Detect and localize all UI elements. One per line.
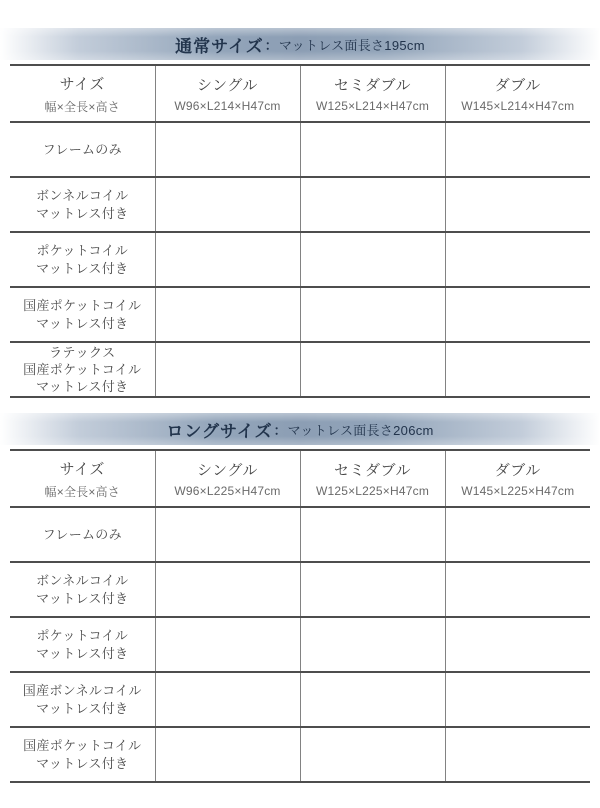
table-body (10, 122, 590, 397)
row-label-line: 国産ポケットコイル (23, 361, 142, 377)
row-label-line: ポケットコイル (36, 628, 129, 644)
row-label-line: ラテックス (49, 344, 116, 360)
size-cell (155, 562, 300, 617)
size-cell (300, 122, 445, 177)
row-label-line: フレームのみ (42, 526, 122, 542)
row-label-line: マットレス付き (36, 260, 129, 276)
size-cell (445, 617, 590, 672)
size-cell (300, 287, 445, 342)
size-cell (155, 287, 300, 342)
row-label (10, 562, 155, 617)
header-row (10, 65, 590, 122)
size-cell (155, 177, 300, 232)
table-row (10, 562, 590, 617)
table-row (10, 177, 590, 232)
row-label-line: マットレス付き (36, 379, 129, 395)
column-dimensions: W145×L214×H47cm (461, 99, 575, 113)
column-dimensions: 幅×全長×高さ (44, 99, 120, 114)
size-cell (300, 232, 445, 287)
row-label (10, 232, 155, 287)
row-label (10, 507, 155, 562)
row-label (10, 672, 155, 727)
row-label (10, 727, 155, 782)
column-label: サイズ (59, 75, 105, 93)
size-bar-subtitle: マットレス面長さ195cm (278, 37, 425, 53)
row-label-line: フレームのみ (42, 141, 122, 157)
table-row (10, 232, 590, 287)
table-row (10, 617, 590, 672)
row-label-line: ボンネルコイル (36, 188, 129, 204)
row-label (10, 342, 155, 397)
row-label (10, 617, 155, 672)
long-size-bar (0, 413, 600, 445)
table-row (10, 727, 590, 782)
column-header (445, 450, 590, 507)
column-label: セミダブル (334, 77, 411, 94)
header-row (10, 450, 590, 507)
long-size-table (10, 449, 590, 783)
row-label (10, 122, 155, 177)
size-cell (445, 232, 590, 287)
size-cell (445, 177, 590, 232)
row-label-line: ボンネルコイル (36, 573, 129, 589)
row-label-line: マットレス付き (36, 590, 129, 606)
row-label-line: マットレス付き (36, 315, 129, 331)
size-cell (300, 342, 445, 397)
size-cell (155, 122, 300, 177)
row-label-line: ポケットコイル (36, 243, 129, 259)
size-cell (300, 177, 445, 232)
normal-size-section (0, 28, 600, 398)
column-dimensions: 幅×全長×高さ (44, 484, 120, 499)
column-dimensions: W96×L225×H47cm (174, 484, 281, 498)
size-cell (300, 507, 445, 562)
table-header (10, 65, 590, 122)
column-header (300, 65, 445, 122)
table-row (10, 507, 590, 562)
table-row (10, 122, 590, 177)
column-header (445, 65, 590, 122)
size-cell (155, 672, 300, 727)
normal-size-bar (0, 28, 600, 60)
table-row (10, 287, 590, 342)
size-cell (445, 122, 590, 177)
row-label-line: マットレス付き (36, 700, 129, 716)
long-size-section (0, 413, 600, 783)
row-label-line: 国産ボンネルコイル (22, 683, 142, 699)
column-label: シングル (197, 462, 258, 479)
column-dimensions: W125×L214×H47cm (315, 99, 430, 113)
size-cell (300, 672, 445, 727)
row-label-line: マットレス付き (36, 645, 129, 661)
size-cell (155, 342, 300, 397)
size-cell (445, 727, 590, 782)
table-row (10, 672, 590, 727)
size-bar-separator: ： (273, 422, 287, 438)
size-cell (155, 617, 300, 672)
row-label-line: 国産ポケットコイル (23, 738, 142, 754)
column-dimensions: W125×L225×H47cm (315, 484, 430, 498)
size-cell (300, 562, 445, 617)
size-bar-subtitle: マットレス面長さ206cm (287, 422, 434, 438)
column-header (10, 65, 155, 122)
column-dimensions: W96×L214×H47cm (174, 99, 281, 113)
column-label: セミダブル (334, 462, 411, 479)
size-cell (300, 727, 445, 782)
size-cell (155, 232, 300, 287)
size-bar-title: 通常サイズ (175, 36, 264, 56)
row-label-line: マットレス付き (36, 205, 129, 221)
size-cell (445, 562, 590, 617)
normal-size-table (10, 64, 590, 398)
column-header (10, 450, 155, 507)
column-label: サイズ (59, 460, 105, 478)
row-label (10, 177, 155, 232)
column-label: ダブル (494, 462, 541, 479)
column-header (300, 450, 445, 507)
size-chart-sheet (0, 28, 600, 808)
column-header (155, 65, 300, 122)
column-label: ダブル (494, 77, 541, 94)
column-dimensions: W145×L225×H47cm (461, 484, 575, 498)
row-label (10, 287, 155, 342)
size-cell (445, 672, 590, 727)
column-label: シングル (197, 77, 258, 94)
size-cell (445, 342, 590, 397)
size-bar-separator: ： (264, 37, 278, 53)
table-body (10, 507, 590, 782)
size-cell (300, 617, 445, 672)
row-label-line: 国産ポケットコイル (23, 298, 142, 314)
size-cell (445, 287, 590, 342)
size-bar-title: ロングサイズ (166, 421, 273, 441)
table-row (10, 342, 590, 397)
size-cell (155, 507, 300, 562)
table-header (10, 450, 590, 507)
size-cell (155, 727, 300, 782)
row-label-line: マットレス付き (36, 755, 129, 771)
size-cell (445, 507, 590, 562)
column-header (155, 450, 300, 507)
